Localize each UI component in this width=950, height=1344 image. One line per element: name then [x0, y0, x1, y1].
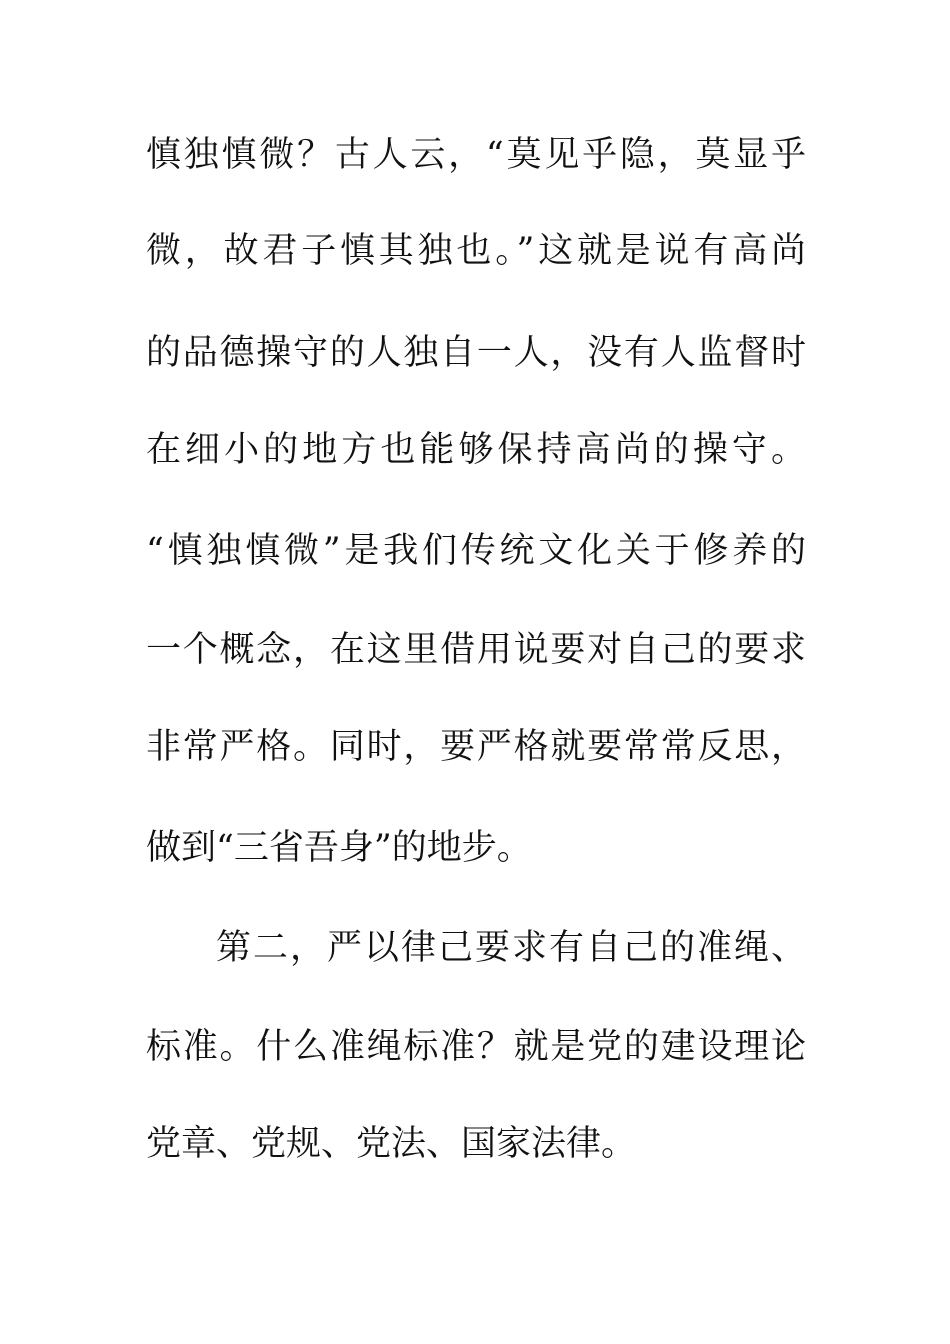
text-line: 微，故君子慎其独也。”这就是说有高尚 — [146, 231, 806, 271]
text-line: 在细小的地方也能够保持高尚的操守。 — [146, 430, 806, 470]
text-line: 标准。什么准绳标准？就是党的建设理论 — [146, 1027, 806, 1067]
text-line-indented: 第二，严以律己要求有自己的准绳、 — [216, 928, 806, 968]
text-line: “慎独慎微”是我们传统文化关于修养的 — [146, 531, 806, 571]
text-line: 党章、党规、党法、国家法律。 — [146, 1124, 637, 1164]
text-line: 做到“三省吾身”的地步。 — [146, 828, 532, 868]
text-line: 一个概念，在这里借用说要对自己的要求 — [146, 630, 806, 670]
text-line: 非常严格。同时，要严格就要常常反思， — [146, 727, 806, 767]
text-line: 慎独慎微？古人云，“莫见乎隐，莫显乎 — [146, 135, 806, 175]
text-line: 的品德操守的人独自一人，没有人监督时 — [146, 333, 806, 373]
